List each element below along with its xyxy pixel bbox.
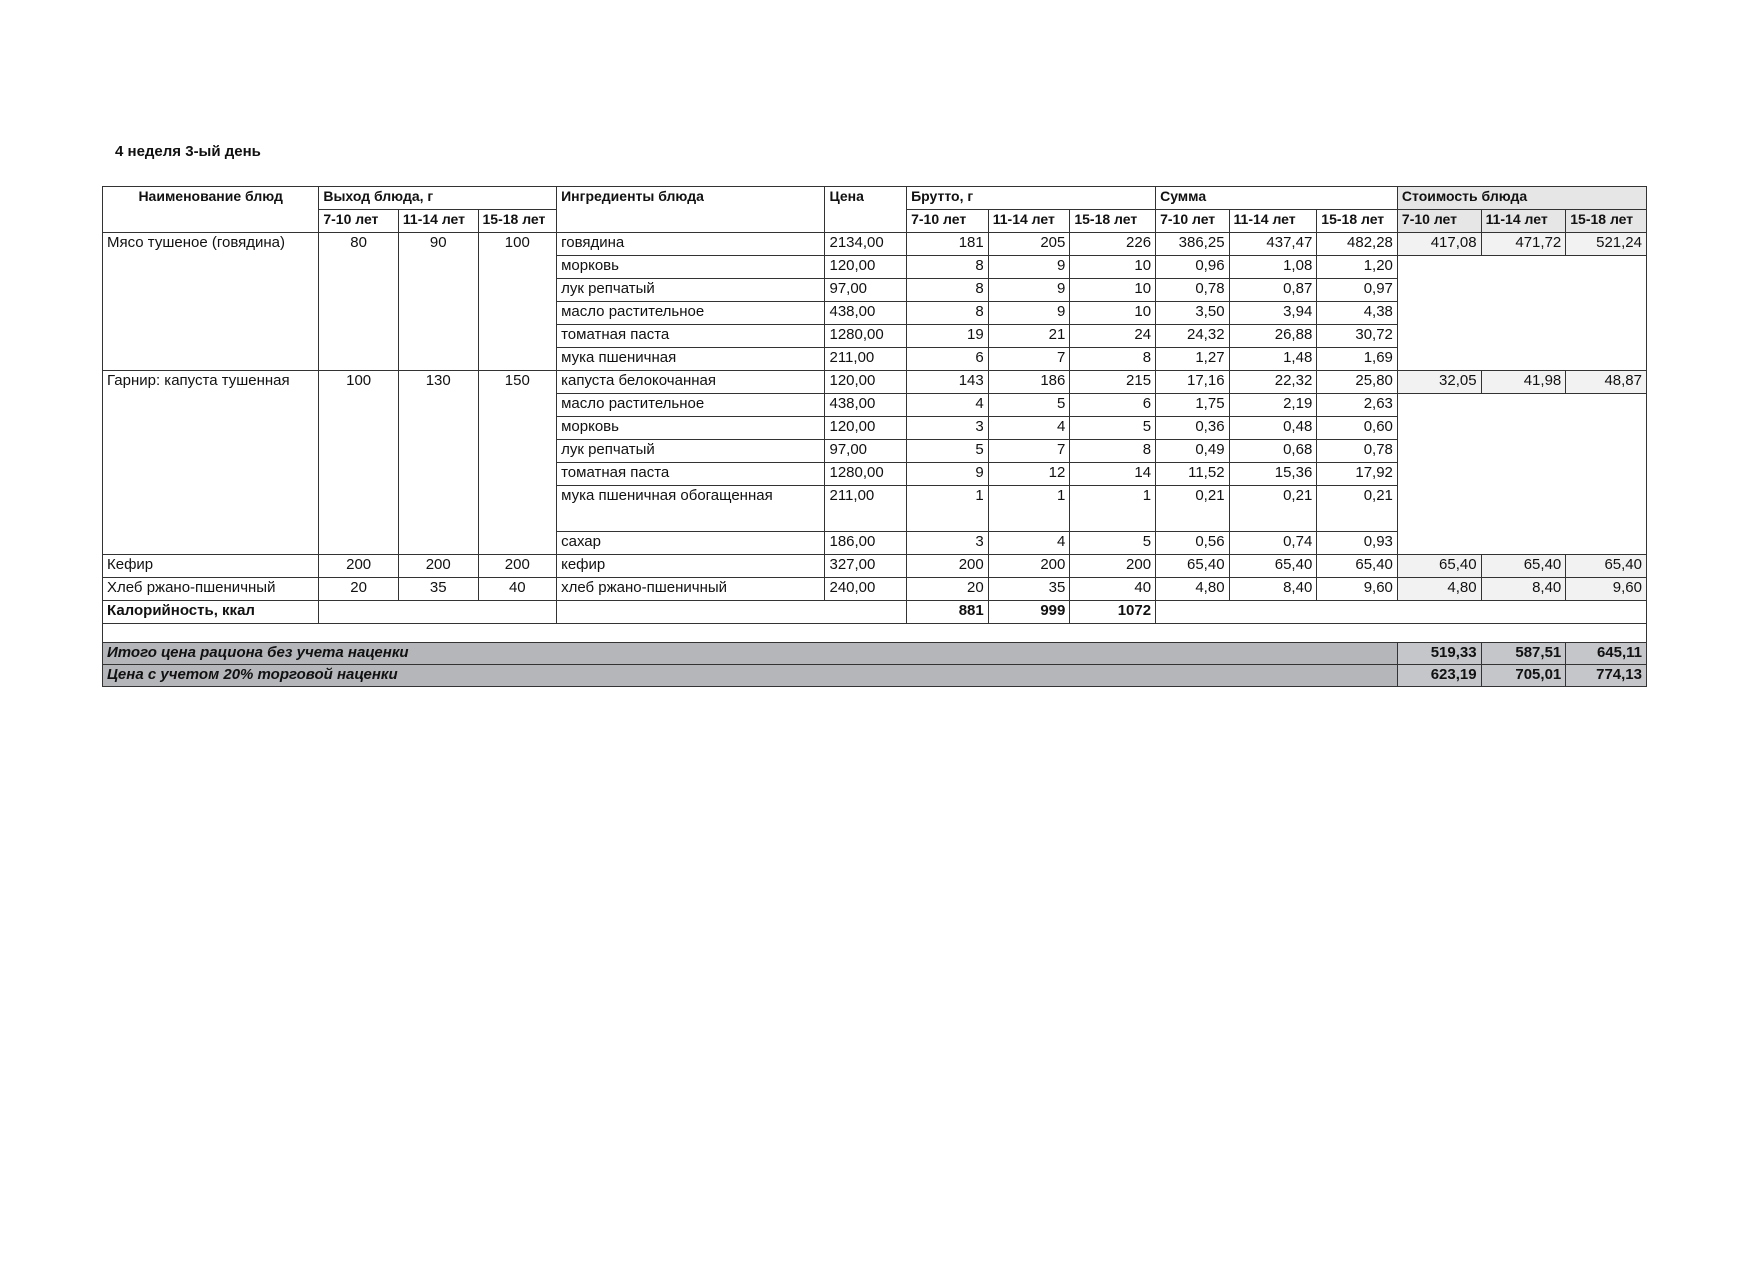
- spacer-cell: [103, 624, 1647, 643]
- dish-cost: 32,05: [1397, 371, 1481, 394]
- ingredient-price: 2134,00: [825, 233, 907, 256]
- dish-cost: 417,08: [1397, 233, 1481, 256]
- calories-blank: [557, 601, 907, 624]
- brutto-cell: 8: [1070, 440, 1156, 463]
- brutto-cell: 5: [907, 440, 989, 463]
- brutto-cell: 3: [907, 417, 989, 440]
- dish-name: Мясо тушеное (говядина): [103, 233, 319, 371]
- brutto-cell: 7: [988, 348, 1070, 371]
- calories-value: 881: [907, 601, 989, 624]
- dish-output: 80: [319, 233, 399, 371]
- ingredient-price: 1280,00: [825, 463, 907, 486]
- brutto-cell: 200: [907, 555, 989, 578]
- brutto-cell: 40: [1070, 578, 1156, 601]
- sum-cell: 15,36: [1229, 463, 1317, 486]
- ingredient-price: 1280,00: [825, 325, 907, 348]
- output-header: Выход блюда, г: [319, 187, 557, 210]
- sum-cell: 24,32: [1156, 325, 1229, 348]
- brutto-cell: 9: [988, 279, 1070, 302]
- dish-name: Кефир: [103, 555, 319, 578]
- dish-name: Хлеб ржано-пшеничный: [103, 578, 319, 601]
- ingredient-name: сахар: [557, 532, 825, 555]
- calories-value: 1072: [1070, 601, 1156, 624]
- ingredient-name: лук репчатый: [557, 279, 825, 302]
- age-header: 15-18 лет: [1317, 210, 1398, 233]
- dish-output: 130: [398, 371, 478, 555]
- sum-cell: 0,60: [1317, 417, 1398, 440]
- brutto-cell: 10: [1070, 279, 1156, 302]
- total-label: Итого цена рациона без учета наценки: [103, 643, 1398, 665]
- age-header: 11-14 лет: [1229, 210, 1317, 233]
- dish-output: 100: [478, 233, 557, 371]
- sum-cell: 0,21: [1156, 486, 1229, 532]
- sum-cell: 0,49: [1156, 440, 1229, 463]
- sum-cell: 65,40: [1317, 555, 1398, 578]
- brutto-cell: 4: [988, 532, 1070, 555]
- calories-row: [103, 601, 1647, 624]
- dish-name: Гарнир: капуста тушенная: [103, 371, 319, 555]
- ingredient-name: лук репчатый: [557, 440, 825, 463]
- sum-cell: 0,48: [1229, 417, 1317, 440]
- cost-blank: [1397, 394, 1646, 555]
- brutto-cell: 4: [907, 394, 989, 417]
- table-row: [103, 555, 1647, 578]
- brutto-cell: 143: [907, 371, 989, 394]
- brutto-cell: 1: [988, 486, 1070, 532]
- brutto-cell: 3: [907, 532, 989, 555]
- dish-cost: 521,24: [1566, 233, 1647, 256]
- total-value: 645,11: [1566, 643, 1647, 665]
- sum-cell: 2,63: [1317, 394, 1398, 417]
- dish-cost: 4,80: [1397, 578, 1481, 601]
- total-row: [103, 643, 1647, 665]
- brutto-cell: 4: [988, 417, 1070, 440]
- ingredient-price: 438,00: [825, 302, 907, 325]
- age-header: 15-18 лет: [1566, 210, 1647, 233]
- age-header: 11-14 лет: [1481, 210, 1566, 233]
- ingredients-header: Ингредиенты блюда: [557, 187, 825, 233]
- age-header: 7-10 лет: [319, 210, 399, 233]
- ingredient-name: хлеб ржано-пшеничный: [557, 578, 825, 601]
- brutto-cell: 8: [1070, 348, 1156, 371]
- ingredient-name: томатная паста: [557, 463, 825, 486]
- age-header: 15-18 лет: [1070, 210, 1156, 233]
- sum-cell: 3,94: [1229, 302, 1317, 325]
- ingredient-name: говядина: [557, 233, 825, 256]
- age-header: 7-10 лет: [907, 210, 989, 233]
- dish-output: 100: [319, 371, 399, 555]
- sum-cell: 0,93: [1317, 532, 1398, 555]
- calories-blank: [1156, 601, 1647, 624]
- brutto-header: Брутто, г: [907, 187, 1156, 210]
- age-header: 11-14 лет: [398, 210, 478, 233]
- ingredient-price: 120,00: [825, 371, 907, 394]
- brutto-cell: 1: [907, 486, 989, 532]
- sum-cell: 25,80: [1317, 371, 1398, 394]
- total-value: 774,13: [1566, 665, 1647, 687]
- dish-output: 150: [478, 371, 557, 555]
- ingredient-price: 327,00: [825, 555, 907, 578]
- brutto-cell: 10: [1070, 302, 1156, 325]
- brutto-cell: 205: [988, 233, 1070, 256]
- ingredient-name: томатная паста: [557, 325, 825, 348]
- ingredient-name: морковь: [557, 256, 825, 279]
- sum-cell: 0,36: [1156, 417, 1229, 440]
- sum-cell: 4,80: [1156, 578, 1229, 601]
- age-header: 11-14 лет: [988, 210, 1070, 233]
- dish-cost: 8,40: [1481, 578, 1566, 601]
- total-label: Цена с учетом 20% торговой наценки: [103, 665, 1398, 687]
- brutto-cell: 24: [1070, 325, 1156, 348]
- brutto-cell: 6: [1070, 394, 1156, 417]
- ingredient-price: 186,00: [825, 532, 907, 555]
- sum-cell: 1,08: [1229, 256, 1317, 279]
- sum-cell: 65,40: [1156, 555, 1229, 578]
- ingredient-name: масло растительное: [557, 302, 825, 325]
- total-value: 519,33: [1397, 643, 1481, 665]
- calories-blank: [319, 601, 557, 624]
- ingredient-price: 97,00: [825, 279, 907, 302]
- sum-cell: 26,88: [1229, 325, 1317, 348]
- dish-cost: 65,40: [1566, 555, 1647, 578]
- menu-cost-table: [102, 186, 1647, 687]
- dish-cost: 9,60: [1566, 578, 1647, 601]
- price-header: Цена: [825, 187, 907, 233]
- cost-blank: [1397, 256, 1646, 371]
- total-value: 623,19: [1397, 665, 1481, 687]
- total-value: 587,51: [1481, 643, 1566, 665]
- spacer-row: [103, 624, 1647, 643]
- ingredient-price: 438,00: [825, 394, 907, 417]
- sum-cell: 2,19: [1229, 394, 1317, 417]
- dish-name-header: Наименование блюд: [103, 187, 319, 233]
- brutto-cell: 7: [988, 440, 1070, 463]
- brutto-cell: 5: [1070, 532, 1156, 555]
- ingredient-name: мука пшеничная обогащенная: [557, 486, 825, 532]
- dish-cost: 41,98: [1481, 371, 1566, 394]
- brutto-cell: 21: [988, 325, 1070, 348]
- age-header: 7-10 лет: [1397, 210, 1481, 233]
- brutto-cell: 181: [907, 233, 989, 256]
- sum-cell: 9,60: [1317, 578, 1398, 601]
- sum-cell: 0,21: [1229, 486, 1317, 532]
- calories-label: Калорийность, ккал: [103, 601, 319, 624]
- dish-output: 200: [478, 555, 557, 578]
- sum-cell: 11,52: [1156, 463, 1229, 486]
- brutto-cell: 19: [907, 325, 989, 348]
- sum-cell: 17,92: [1317, 463, 1398, 486]
- brutto-cell: 14: [1070, 463, 1156, 486]
- ingredient-name: мука пшеничная: [557, 348, 825, 371]
- ingredient-price: 97,00: [825, 440, 907, 463]
- brutto-cell: 1: [1070, 486, 1156, 532]
- sum-cell: 1,69: [1317, 348, 1398, 371]
- ingredient-price: 120,00: [825, 417, 907, 440]
- brutto-cell: 10: [1070, 256, 1156, 279]
- brutto-cell: 8: [907, 302, 989, 325]
- brutto-cell: 186: [988, 371, 1070, 394]
- page-title: 4 неделя 3-ый день: [115, 143, 261, 160]
- table-row: [103, 371, 1647, 394]
- sum-cell: 0,56: [1156, 532, 1229, 555]
- brutto-cell: 35: [988, 578, 1070, 601]
- dish-cost: 65,40: [1397, 555, 1481, 578]
- brutto-cell: 226: [1070, 233, 1156, 256]
- brutto-cell: 9: [988, 302, 1070, 325]
- sum-cell: 4,38: [1317, 302, 1398, 325]
- sum-cell: 1,48: [1229, 348, 1317, 371]
- total-row: [103, 665, 1647, 687]
- sum-cell: 3,50: [1156, 302, 1229, 325]
- sum-cell: 482,28: [1317, 233, 1398, 256]
- sum-cell: 0,87: [1229, 279, 1317, 302]
- dish-cost: 48,87: [1566, 371, 1647, 394]
- calories-value: 999: [988, 601, 1070, 624]
- table-row: [103, 578, 1647, 601]
- sum-cell: 22,32: [1229, 371, 1317, 394]
- ingredient-name: кефир: [557, 555, 825, 578]
- sum-cell: 1,20: [1317, 256, 1398, 279]
- dish-output: 20: [319, 578, 399, 601]
- brutto-cell: 5: [988, 394, 1070, 417]
- age-header: 7-10 лет: [1156, 210, 1229, 233]
- brutto-cell: 9: [907, 463, 989, 486]
- ingredient-name: капуста белокочанная: [557, 371, 825, 394]
- brutto-cell: 12: [988, 463, 1070, 486]
- brutto-cell: 8: [907, 256, 989, 279]
- dish-output: 200: [398, 555, 478, 578]
- dish-cost: 65,40: [1481, 555, 1566, 578]
- sum-cell: 0,21: [1317, 486, 1398, 532]
- total-value: 705,01: [1481, 665, 1566, 687]
- sum-cell: 0,74: [1229, 532, 1317, 555]
- sum-header: Сумма: [1156, 187, 1398, 210]
- cost-header: Стоимость блюда: [1397, 187, 1646, 210]
- sum-cell: 0,68: [1229, 440, 1317, 463]
- sum-cell: 1,27: [1156, 348, 1229, 371]
- ingredient-price: 211,00: [825, 348, 907, 371]
- sum-cell: 1,75: [1156, 394, 1229, 417]
- ingredient-name: масло растительное: [557, 394, 825, 417]
- dish-output: 90: [398, 233, 478, 371]
- dish-output: 35: [398, 578, 478, 601]
- sum-cell: 0,97: [1317, 279, 1398, 302]
- sum-cell: 386,25: [1156, 233, 1229, 256]
- ingredient-name: морковь: [557, 417, 825, 440]
- dish-output: 200: [319, 555, 399, 578]
- ingredient-price: 211,00: [825, 486, 907, 532]
- brutto-cell: 215: [1070, 371, 1156, 394]
- brutto-cell: 9: [988, 256, 1070, 279]
- sum-cell: 8,40: [1229, 578, 1317, 601]
- brutto-cell: 200: [1070, 555, 1156, 578]
- sum-cell: 0,96: [1156, 256, 1229, 279]
- dish-cost: 471,72: [1481, 233, 1566, 256]
- brutto-cell: 5: [1070, 417, 1156, 440]
- sum-cell: 17,16: [1156, 371, 1229, 394]
- table-row: [103, 233, 1647, 256]
- brutto-cell: 6: [907, 348, 989, 371]
- dish-output: 40: [478, 578, 557, 601]
- ingredient-price: 120,00: [825, 256, 907, 279]
- sum-cell: 437,47: [1229, 233, 1317, 256]
- sum-cell: 65,40: [1229, 555, 1317, 578]
- sum-cell: 0,78: [1317, 440, 1398, 463]
- ingredient-price: 240,00: [825, 578, 907, 601]
- sum-cell: 30,72: [1317, 325, 1398, 348]
- brutto-cell: 8: [907, 279, 989, 302]
- brutto-cell: 200: [988, 555, 1070, 578]
- age-header: 15-18 лет: [478, 210, 557, 233]
- sum-cell: 0,78: [1156, 279, 1229, 302]
- brutto-cell: 20: [907, 578, 989, 601]
